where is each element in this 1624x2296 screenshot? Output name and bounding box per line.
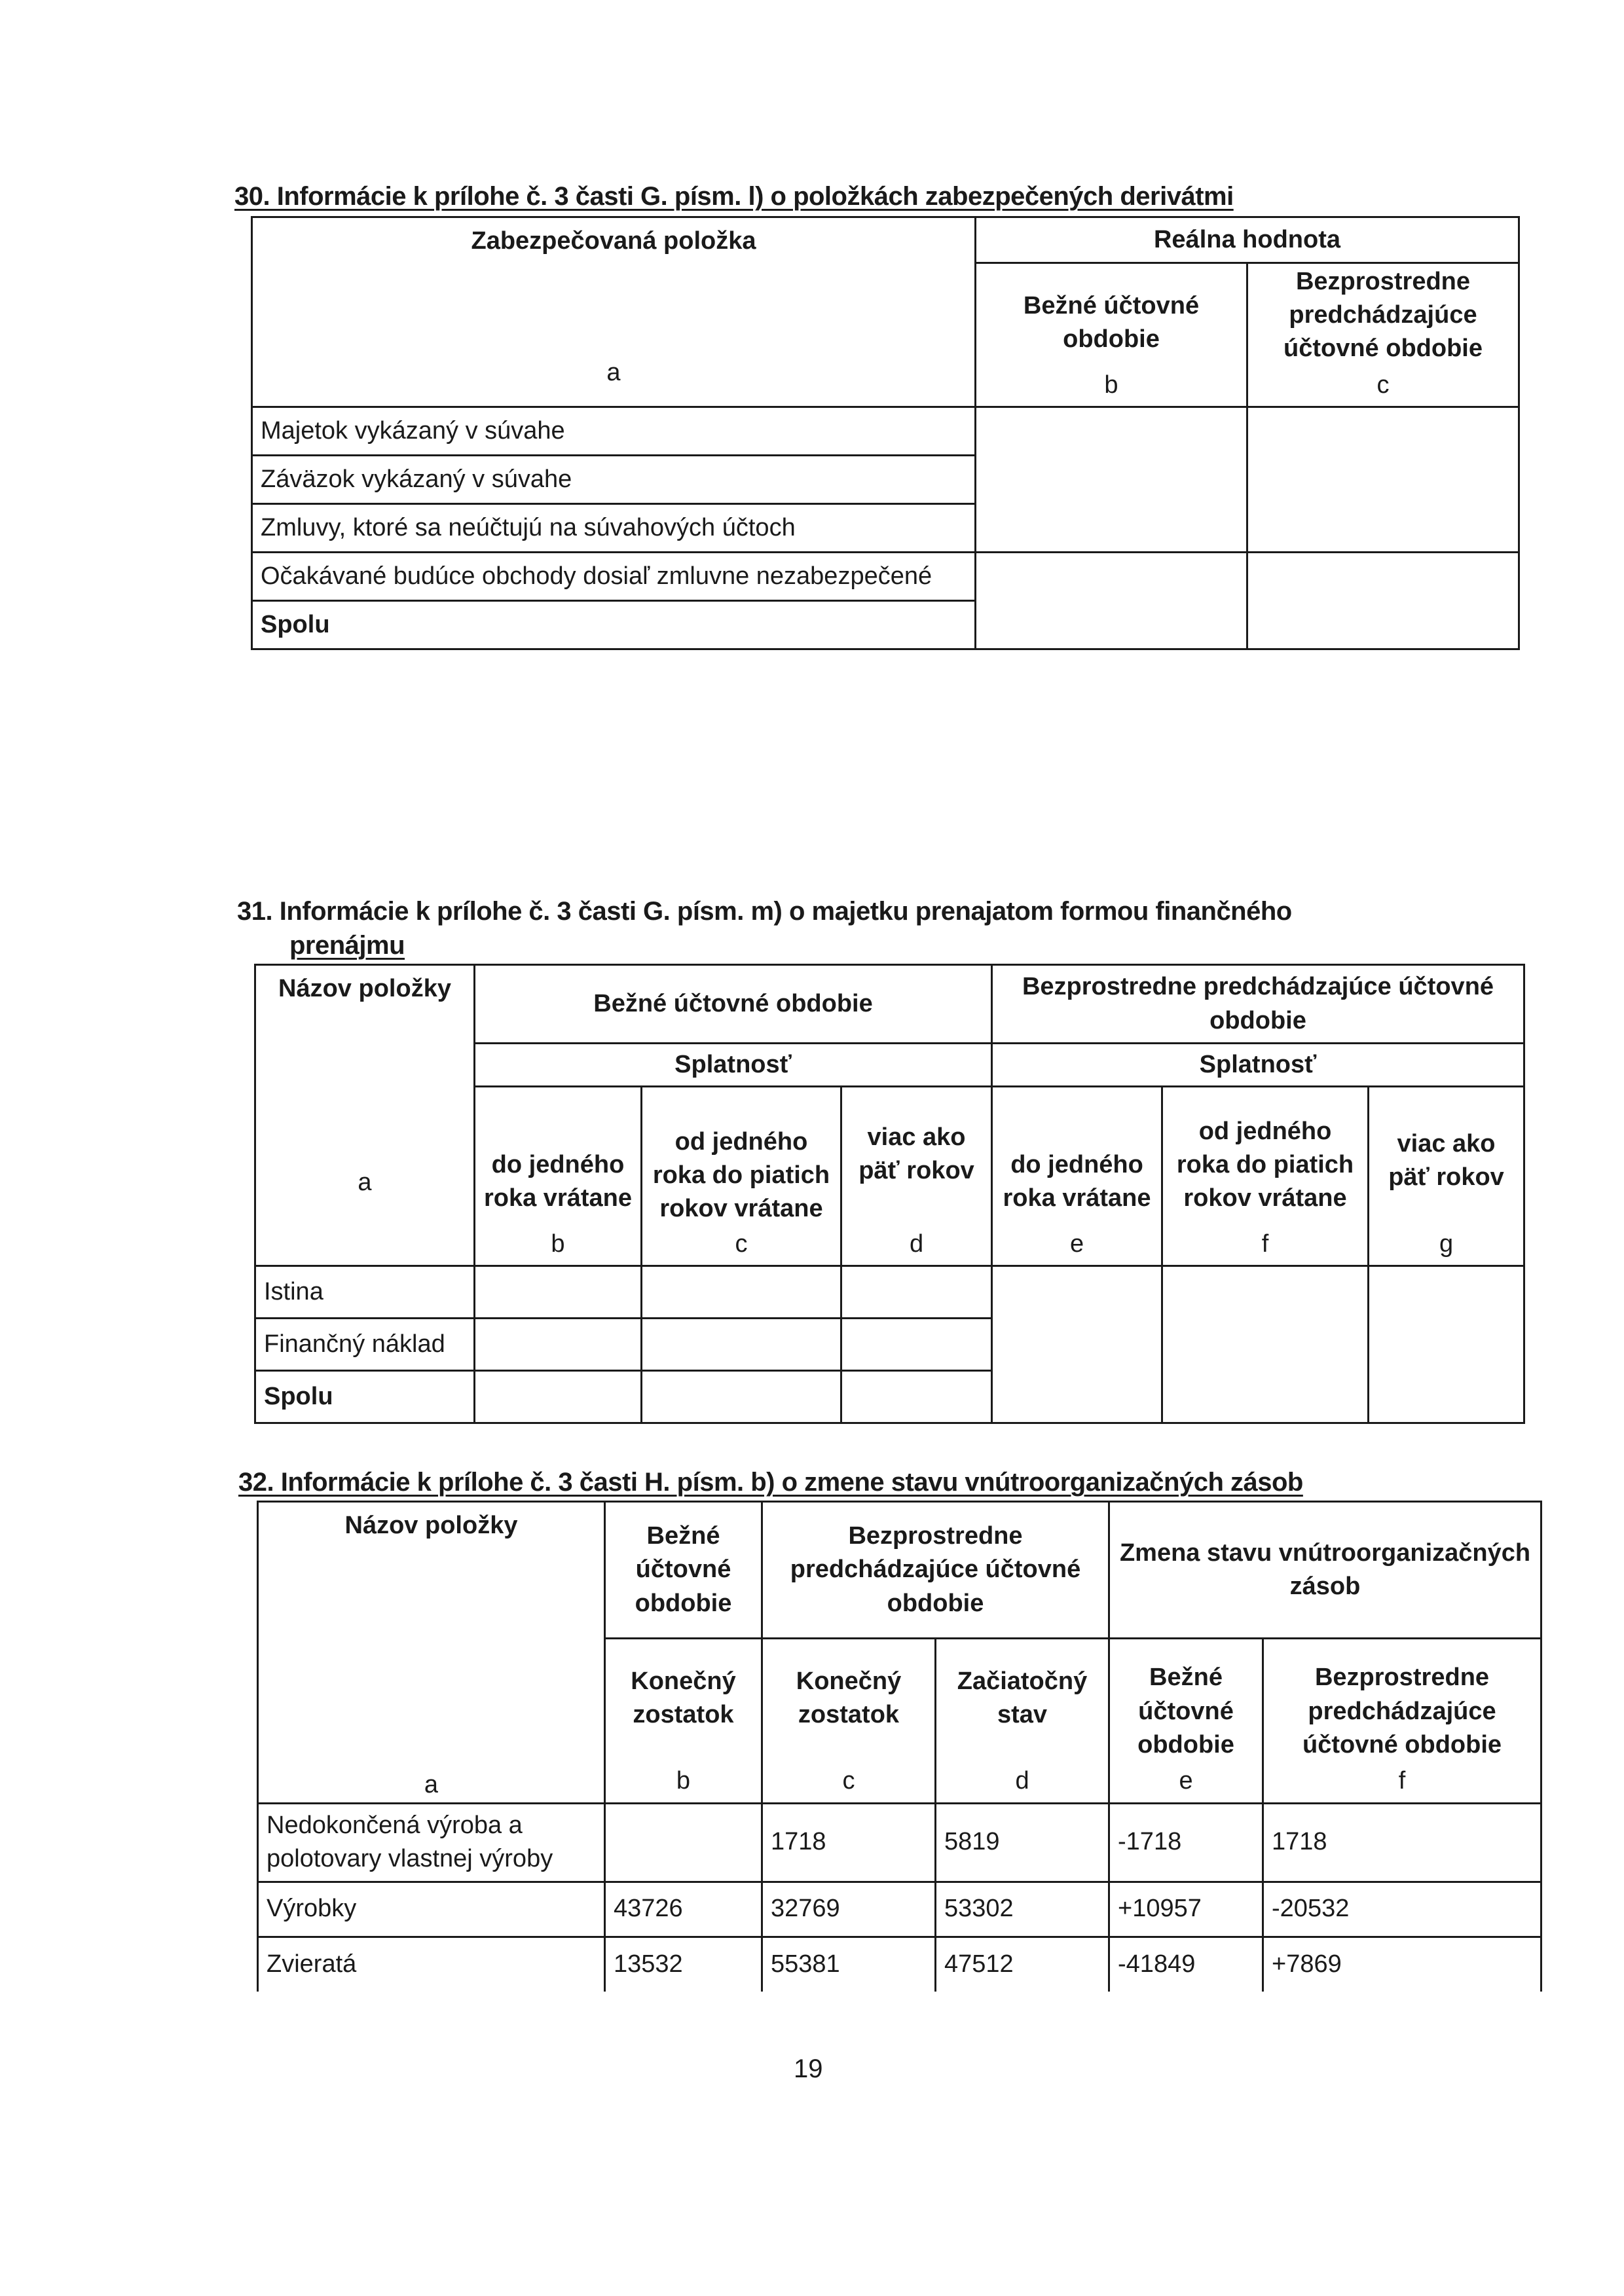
value-cell: +7869	[1263, 1937, 1541, 1992]
value-cell: 32769	[762, 1882, 936, 1937]
header-predchadzajuce-obdobie: Bezprostredne predchádzajúce účtovné obdobie c	[1247, 263, 1519, 407]
col-letter-d: d	[909, 1230, 924, 1258]
value-cell	[841, 1371, 992, 1423]
value-cell: 43726	[605, 1882, 762, 1937]
value-cell	[475, 1266, 642, 1319]
value-cell	[642, 1371, 841, 1423]
value-cell	[976, 407, 1247, 553]
row-label: Výrobky	[258, 1882, 605, 1937]
section-30-table	[251, 216, 1520, 650]
row-label: Finančný náklad	[255, 1319, 475, 1371]
subheader-konecny-zostatok: Konečný zostatok c	[762, 1639, 936, 1803]
subheader-viac-ako-pat: viac ako päť rokov g	[1369, 1087, 1524, 1266]
value-cell: -41849	[1109, 1937, 1263, 1992]
header-nazov-polozky: Názov položky a	[258, 1502, 605, 1804]
value-cell	[475, 1319, 642, 1371]
header-nazov-polozky: Názov položky a	[255, 965, 475, 1266]
row-label: Zmluvy, ktoré sa neúčtujú na súvahových účtoch	[252, 504, 976, 553]
row-label: Majetok vykázaný v súvahe	[252, 407, 976, 456]
value-cell	[1247, 407, 1519, 553]
page-number: 19	[794, 2054, 823, 2083]
value-cell	[642, 1266, 841, 1319]
col-letter-b: b	[1104, 371, 1118, 399]
value-cell	[1162, 1266, 1369, 1423]
col-letter-g: g	[1439, 1230, 1454, 1258]
value-cell: -1718	[1109, 1803, 1263, 1882]
section-32-heading: 32. Informácie k prílohe č. 3 časti H. písm. b) o zmene stavu vnútroorganizačných zásob	[238, 1468, 1303, 1497]
header-zabezpecovana-polozka: Zabezpečovaná položka a	[252, 217, 976, 407]
col-letter-e: e	[1179, 1767, 1193, 1795]
value-cell: 53302	[936, 1882, 1109, 1937]
col-letter-a: a	[606, 359, 621, 387]
col-letter-c: c	[735, 1230, 748, 1258]
section-31-heading-cont: prenájmu	[289, 931, 405, 960]
subheader-predchadzajuce-obdobie: Bezprostredne predchádzajúce účtovné obdobie f	[1263, 1639, 1541, 1803]
col-letter-f: f	[1398, 1767, 1406, 1795]
header-bezne-obdobie: Bežné účtovné obdobie	[475, 965, 992, 1044]
subheader-od-jedneho-do-piatich: od jedného roka do piatich rokov vrátane f	[1162, 1087, 1369, 1266]
row-label: Záväzok vykázaný v súvahe	[252, 456, 976, 504]
value-cell: 1718	[762, 1803, 936, 1882]
value-cell	[475, 1371, 642, 1423]
subheader-viac-ako-pat: viac ako päť rokov d	[841, 1087, 992, 1266]
header-predchadzajuce-obdobie: Bezprostredne predchádzajúce účtovné obdobie	[992, 965, 1524, 1044]
row-label: Nedokončená výroba a polotovary vlastnej výroby	[258, 1803, 605, 1882]
value-cell	[841, 1319, 992, 1371]
section-30-heading: 30. Informácie k prílohe č. 3 časti G. písm. l) o položkách zabezpečených derivátmi	[234, 182, 1234, 211]
row-label-spolu: Spolu	[252, 601, 976, 649]
value-cell	[976, 553, 1247, 649]
header-predchadzajuce-obdobie: Bezprostredne predchádzajúce účtovné obdobie	[762, 1502, 1109, 1639]
row-label: Očakávané budúce obchody dosiaľ zmluvne nezabezpečené	[252, 553, 976, 601]
value-cell: 47512	[936, 1937, 1109, 1992]
value-cell	[992, 1266, 1162, 1423]
col-letter-d: d	[1015, 1767, 1029, 1795]
col-letter-a: a	[424, 1771, 439, 1799]
subheader-od-jedneho-do-piatich: od jedného roka do piatich rokov vrátane c	[642, 1087, 841, 1266]
value-cell	[1247, 553, 1519, 649]
value-cell: 5819	[936, 1803, 1109, 1882]
value-cell	[1369, 1266, 1524, 1423]
col-letter-e: e	[1069, 1230, 1084, 1258]
subheader-bezne-obdobie: Bežné účtovné obdobie e	[1109, 1639, 1263, 1803]
value-cell	[605, 1803, 762, 1882]
section-32-table	[257, 1501, 1542, 1992]
header-splatnost: Splatnosť	[992, 1044, 1524, 1087]
section-31-heading: 31. Informácie k prílohe č. 3 časti G. písm. m) o majetku prenajatom formou finančného	[237, 897, 1292, 926]
table-row	[258, 1882, 1541, 1937]
subheader-konecny-zostatok: Konečný zostatok b	[605, 1639, 762, 1803]
row-label: Zvieratá	[258, 1937, 605, 1992]
value-cell	[841, 1266, 992, 1319]
header-bezne-obdobie: Bežné účtovné obdobie b	[976, 263, 1247, 407]
header-realna-hodnota: Reálna hodnota	[976, 217, 1519, 263]
value-cell: 13532	[605, 1937, 762, 1992]
col-letter-b: b	[551, 1230, 565, 1258]
section-31-table	[254, 964, 1525, 1424]
header-splatnost: Splatnosť	[475, 1044, 992, 1087]
subheader-do-jedneho-roka: do jedného roka vrátane b	[475, 1087, 642, 1266]
header-zmena-stavu: Zmena stavu vnútroorganizačných zásob	[1109, 1502, 1541, 1639]
col-letter-f: f	[1261, 1230, 1269, 1258]
col-letter-c: c	[842, 1767, 855, 1795]
header-bezne-obdobie: Bežné účtovné obdobie	[605, 1502, 762, 1639]
col-letter-c: c	[1376, 371, 1390, 399]
value-cell: +10957	[1109, 1882, 1263, 1937]
col-letter-a: a	[358, 1169, 372, 1197]
subheader-do-jedneho-roka: do jedného roka vrátane e	[992, 1087, 1162, 1266]
col-letter-b: b	[676, 1767, 691, 1795]
value-cell	[642, 1319, 841, 1371]
row-label: Istina	[255, 1266, 475, 1319]
table-row	[258, 1937, 1541, 1992]
value-cell: -20532	[1263, 1882, 1541, 1937]
row-label-spolu: Spolu	[255, 1371, 475, 1423]
value-cell: 1718	[1263, 1803, 1541, 1882]
value-cell: 55381	[762, 1937, 936, 1992]
table-row	[258, 1803, 1541, 1882]
subheader-zaciatocny-stav: Začiatočný stav d	[936, 1639, 1109, 1803]
